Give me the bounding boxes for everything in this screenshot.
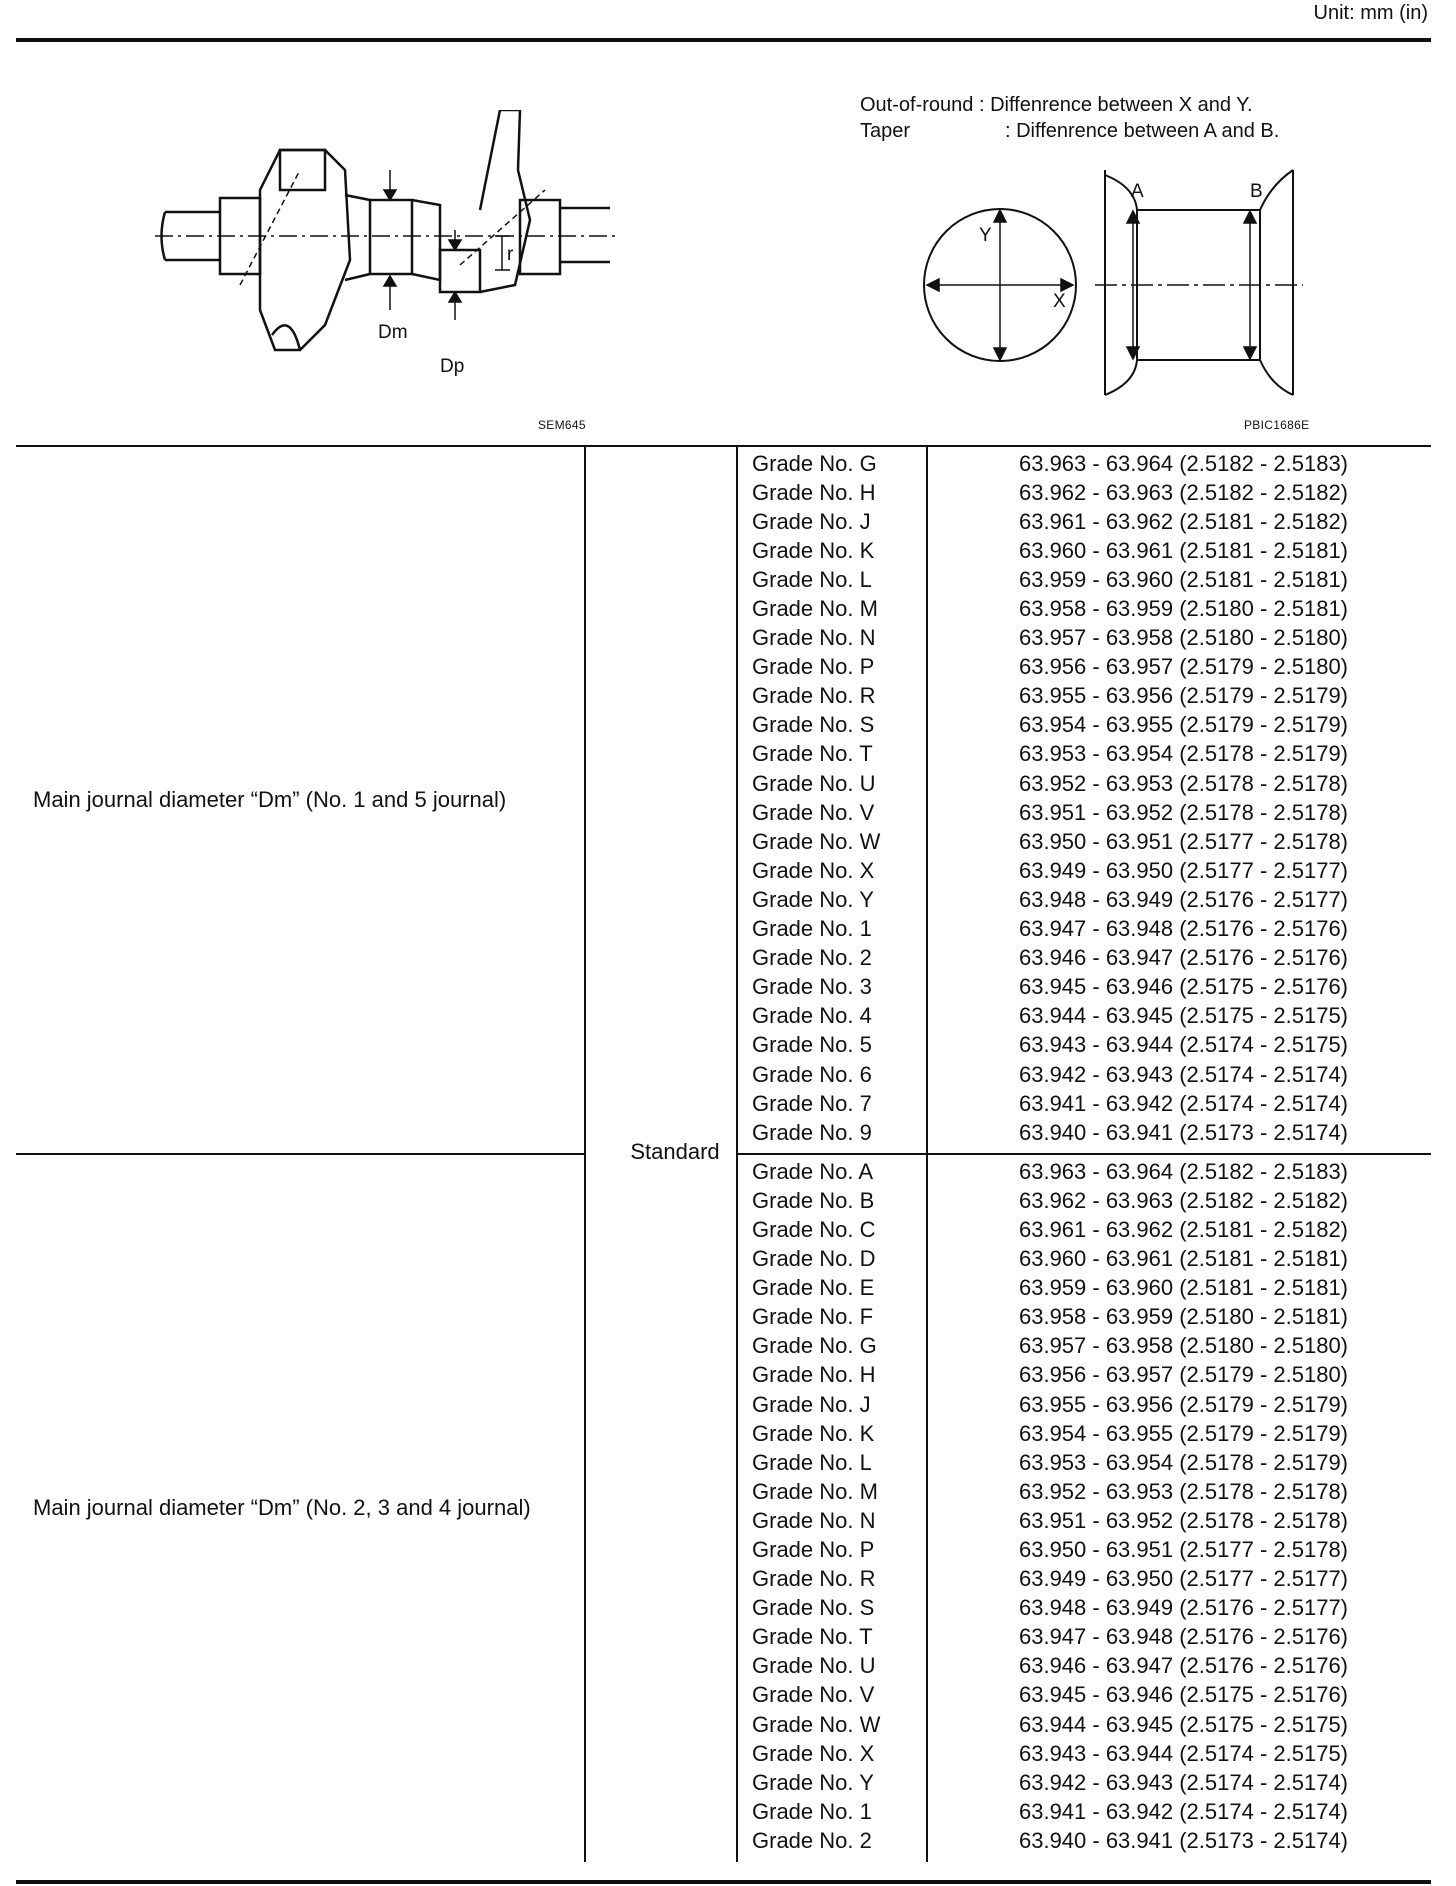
grade-label: Grade No. T bbox=[752, 1624, 873, 1650]
taper-term: Taper bbox=[860, 120, 911, 142]
grade-row bbox=[736, 1710, 1431, 1739]
diameter-value: 63.955 - 63.956 (2.5179 - 2.5179) bbox=[1018, 683, 1349, 709]
diameter-value: 63.960 - 63.961 (2.5181 - 2.5181) bbox=[1018, 1246, 1349, 1272]
grade-row bbox=[736, 1739, 1431, 1768]
grade-label: Grade No. 5 bbox=[752, 1032, 872, 1058]
diameter-value: 63.961 - 63.962 (2.5181 - 2.5182) bbox=[1018, 508, 1349, 534]
grade-row bbox=[736, 1002, 1431, 1031]
diameter-value: 63.951 - 63.952 (2.5178 - 2.5178) bbox=[1018, 799, 1349, 825]
dm-label: Dm bbox=[378, 322, 408, 343]
diameter-value: 63.956 - 63.957 (2.5179 - 2.5180) bbox=[1018, 654, 1349, 680]
journal-diameter-table bbox=[16, 447, 1431, 1862]
grade-row bbox=[736, 682, 1431, 711]
grade-row bbox=[736, 565, 1431, 594]
diameter-value: 63.947 - 63.948 (2.5176 - 2.5176) bbox=[1018, 916, 1349, 942]
diameter-value: 63.950 - 63.951 (2.5177 - 2.5178) bbox=[1018, 828, 1349, 854]
grade-label: Grade No. 1 bbox=[752, 1798, 872, 1824]
grade-row bbox=[736, 915, 1431, 944]
out-of-round-desc: Diffenrence between X and Y. bbox=[990, 94, 1253, 116]
diameter-value: 63.941 - 63.942 (2.5174 - 2.5174) bbox=[1018, 1798, 1349, 1824]
grade-label: Grade No. C bbox=[752, 1216, 876, 1242]
left-figure-caption: SEM645 bbox=[538, 418, 586, 432]
diameter-value: 63.940 - 63.941 (2.5173 - 2.5174) bbox=[1018, 1827, 1349, 1853]
diameter-value: 63.955 - 63.956 (2.5179 - 2.5179) bbox=[1018, 1391, 1349, 1417]
crankshaft-diagram bbox=[150, 110, 630, 390]
grade-row bbox=[736, 1565, 1431, 1594]
grade-label: Grade No. B bbox=[752, 1187, 875, 1213]
grade-label: Grade No. J bbox=[752, 1391, 871, 1417]
diameter-value: 63.946 - 63.947 (2.5176 - 2.5176) bbox=[1018, 945, 1349, 971]
diameter-value: 63.963 - 63.964 (2.5182 - 2.5183) bbox=[1018, 450, 1349, 476]
grade-label: Grade No. U bbox=[752, 770, 876, 796]
diameter-value: 63.953 - 63.954 (2.5178 - 2.5179) bbox=[1018, 741, 1349, 767]
diameter-value: 63.948 - 63.949 (2.5176 - 2.5177) bbox=[1018, 886, 1349, 912]
grade-label: Grade No. P bbox=[752, 1537, 875, 1563]
grade-label: Grade No. Y bbox=[752, 886, 874, 912]
b-label: B bbox=[1250, 181, 1263, 202]
diameter-value: 63.950 - 63.951 (2.5177 - 2.5178) bbox=[1018, 1537, 1349, 1563]
grade-row bbox=[736, 1826, 1431, 1855]
grade-row bbox=[736, 711, 1431, 740]
dp-label: Dp bbox=[440, 356, 465, 377]
grade-label: Grade No. N bbox=[752, 625, 876, 651]
diameter-value: 63.949 - 63.950 (2.5177 - 2.5177) bbox=[1018, 1566, 1349, 1592]
grade-row bbox=[736, 1768, 1431, 1797]
grade-label: Grade No. P bbox=[752, 654, 875, 680]
group-description: Main journal diameter “Dm” (No. 1 and 5 journal) bbox=[33, 787, 507, 813]
diameter-value: 63.953 - 63.954 (2.5178 - 2.5179) bbox=[1018, 1449, 1349, 1475]
grade-label: Grade No. H bbox=[752, 479, 876, 505]
grade-list bbox=[736, 1155, 1431, 1861]
diameter-value: 63.943 - 63.944 (2.5174 - 2.5175) bbox=[1018, 1740, 1349, 1766]
diameter-value: 63.940 - 63.941 (2.5173 - 2.5174) bbox=[1018, 1119, 1349, 1145]
grade-label: Grade No. D bbox=[752, 1246, 876, 1272]
diameter-value: 63.942 - 63.943 (2.5174 - 2.5174) bbox=[1018, 1061, 1349, 1087]
diameter-value: 63.959 - 63.960 (2.5181 - 2.5181) bbox=[1018, 1275, 1349, 1301]
grade-row bbox=[736, 536, 1431, 565]
grade-row bbox=[736, 944, 1431, 973]
grade-row bbox=[736, 478, 1431, 507]
grade-row bbox=[736, 1332, 1431, 1361]
unit-label: Unit: mm (in) bbox=[1313, 2, 1428, 24]
grade-row bbox=[736, 1089, 1431, 1118]
table-group bbox=[16, 1155, 1431, 1861]
grade-label: Grade No. V bbox=[752, 799, 875, 825]
right-figure-caption: PBIC1686E bbox=[1244, 418, 1310, 432]
taper-desc: : Diffenrence between A and B. bbox=[1005, 120, 1280, 142]
diameter-value: 63.943 - 63.944 (2.5174 - 2.5175) bbox=[1018, 1032, 1349, 1058]
grade-label: Grade No. R bbox=[752, 1566, 876, 1592]
grade-label: Grade No. X bbox=[752, 1740, 875, 1766]
grade-row bbox=[736, 1031, 1431, 1060]
diameter-value: 63.962 - 63.963 (2.5182 - 2.5182) bbox=[1018, 479, 1349, 505]
diameter-value: 63.963 - 63.964 (2.5182 - 2.5183) bbox=[1018, 1158, 1349, 1184]
grade-row bbox=[736, 1361, 1431, 1390]
grade-label: Grade No. S bbox=[752, 712, 875, 738]
diameter-value: 63.942 - 63.943 (2.5174 - 2.5174) bbox=[1018, 1769, 1349, 1795]
group-description: Main journal diameter “Dm” (No. 2, 3 and 4 journal) bbox=[33, 1495, 531, 1521]
diameter-value: 63.954 - 63.955 (2.5179 - 2.5179) bbox=[1018, 712, 1349, 738]
grade-row bbox=[736, 1623, 1431, 1652]
out-of-round-taper-diagram bbox=[915, 165, 1305, 400]
standard-label: Standard bbox=[630, 1139, 720, 1164]
grade-label: Grade No. F bbox=[752, 1304, 874, 1330]
diameter-value: 63.941 - 63.942 (2.5174 - 2.5174) bbox=[1018, 1090, 1349, 1116]
grade-label: Grade No. 2 bbox=[752, 1827, 872, 1853]
grade-label: Grade No. M bbox=[752, 1478, 878, 1504]
grade-row bbox=[736, 1419, 1431, 1448]
grade-label: Grade No. L bbox=[752, 566, 872, 592]
grade-label: Grade No. 9 bbox=[752, 1119, 872, 1145]
diameter-value: 63.944 - 63.945 (2.5175 - 2.5175) bbox=[1018, 1711, 1349, 1737]
diameter-value: 63.958 - 63.959 (2.5180 - 2.5181) bbox=[1018, 1304, 1349, 1330]
grade-row bbox=[736, 449, 1431, 478]
grade-label: Grade No. K bbox=[752, 537, 875, 563]
grade-label: Grade No. E bbox=[752, 1275, 875, 1301]
grade-row bbox=[736, 885, 1431, 914]
diameter-value: 63.947 - 63.948 (2.5176 - 2.5176) bbox=[1018, 1624, 1349, 1650]
diameter-value: 63.958 - 63.959 (2.5180 - 2.5181) bbox=[1018, 596, 1349, 622]
diameter-value: 63.952 - 63.953 (2.5178 - 2.5178) bbox=[1018, 770, 1349, 796]
grade-label: Grade No. 3 bbox=[752, 974, 872, 1000]
r-label: r bbox=[507, 244, 514, 265]
grade-row bbox=[736, 1215, 1431, 1244]
grade-label: Grade No. M bbox=[752, 596, 878, 622]
grade-label: Grade No. R bbox=[752, 683, 876, 709]
y-label: Y bbox=[979, 225, 992, 246]
grade-row bbox=[736, 1681, 1431, 1710]
legend bbox=[860, 92, 1279, 144]
grade-row bbox=[736, 1477, 1431, 1506]
grade-row bbox=[736, 1390, 1431, 1419]
grade-label: Grade No. U bbox=[752, 1653, 876, 1679]
out-of-round-term: Out-of-round : bbox=[860, 94, 985, 116]
grade-label: Grade No. H bbox=[752, 1362, 876, 1388]
grade-row bbox=[736, 1535, 1431, 1564]
grade-label: Grade No. S bbox=[752, 1595, 875, 1621]
grade-label: Grade No. Y bbox=[752, 1769, 874, 1795]
grade-row bbox=[736, 740, 1431, 769]
grade-label: Grade No. G bbox=[752, 1333, 877, 1359]
grade-row bbox=[736, 856, 1431, 885]
diameter-value: 63.961 - 63.962 (2.5181 - 2.5182) bbox=[1018, 1216, 1349, 1242]
grade-row bbox=[736, 1594, 1431, 1623]
grade-row bbox=[736, 1186, 1431, 1215]
grade-row bbox=[736, 1797, 1431, 1826]
grade-label: Grade No. L bbox=[752, 1449, 872, 1475]
diameter-value: 63.954 - 63.955 (2.5179 - 2.5179) bbox=[1018, 1420, 1349, 1446]
diameter-value: 63.959 - 63.960 (2.5181 - 2.5181) bbox=[1018, 566, 1349, 592]
grade-row bbox=[736, 1652, 1431, 1681]
grade-row bbox=[736, 827, 1431, 856]
grade-row bbox=[736, 1060, 1431, 1089]
grade-row bbox=[736, 1157, 1431, 1186]
top-rule bbox=[16, 38, 1431, 42]
grade-row bbox=[736, 973, 1431, 1002]
diameter-value: 63.946 - 63.947 (2.5176 - 2.5176) bbox=[1018, 1653, 1349, 1679]
grade-label: Grade No. 1 bbox=[752, 916, 872, 942]
grade-row bbox=[736, 624, 1431, 653]
grade-label: Grade No. W bbox=[752, 828, 881, 854]
grade-label: Grade No. G bbox=[752, 450, 877, 476]
grade-label: Grade No. J bbox=[752, 508, 871, 534]
grade-label: Grade No. V bbox=[752, 1682, 875, 1708]
table-group bbox=[16, 447, 1431, 1153]
grade-row bbox=[736, 1245, 1431, 1274]
diameter-value: 63.945 - 63.946 (2.5175 - 2.5176) bbox=[1018, 1682, 1349, 1708]
group-separator bbox=[736, 1153, 1431, 1155]
grade-label: Grade No. N bbox=[752, 1507, 876, 1533]
grade-row bbox=[736, 769, 1431, 798]
grade-row bbox=[736, 653, 1431, 682]
grade-label: Grade No. A bbox=[752, 1158, 874, 1184]
grade-label: Grade No. 6 bbox=[752, 1061, 872, 1087]
grade-label: Grade No. W bbox=[752, 1711, 881, 1737]
x-label: X bbox=[1053, 291, 1066, 312]
grade-list bbox=[736, 447, 1431, 1153]
diameter-value: 63.949 - 63.950 (2.5177 - 2.5177) bbox=[1018, 857, 1349, 883]
diameter-value: 63.951 - 63.952 (2.5178 - 2.5178) bbox=[1018, 1507, 1349, 1533]
grade-label: Grade No. K bbox=[752, 1420, 875, 1446]
diameter-value: 63.952 - 63.953 (2.5178 - 2.5178) bbox=[1018, 1478, 1349, 1504]
grade-row bbox=[736, 1303, 1431, 1332]
diameter-value: 63.957 - 63.958 (2.5180 - 2.5180) bbox=[1018, 1333, 1349, 1359]
grade-label: Grade No. X bbox=[752, 857, 875, 883]
a-label: A bbox=[1131, 181, 1144, 202]
diameter-value: 63.944 - 63.945 (2.5175 - 2.5175) bbox=[1018, 1003, 1349, 1029]
column-divider bbox=[584, 447, 586, 1862]
diameter-value: 63.948 - 63.949 (2.5176 - 2.5177) bbox=[1018, 1595, 1349, 1621]
grade-row bbox=[736, 798, 1431, 827]
grade-row bbox=[736, 1448, 1431, 1477]
grade-label: Grade No. T bbox=[752, 741, 873, 767]
diameter-value: 63.956 - 63.957 (2.5179 - 2.5180) bbox=[1018, 1362, 1349, 1388]
grade-row bbox=[736, 594, 1431, 623]
bottom-rule bbox=[16, 1880, 1431, 1884]
grade-label: Grade No. 2 bbox=[752, 945, 872, 971]
grade-row bbox=[736, 1506, 1431, 1535]
diameter-value: 63.960 - 63.961 (2.5181 - 2.5181) bbox=[1018, 537, 1349, 563]
grade-row bbox=[736, 1118, 1431, 1147]
diameter-value: 63.957 - 63.958 (2.5180 - 2.5180) bbox=[1018, 625, 1349, 651]
diameter-value: 63.945 - 63.946 (2.5175 - 2.5176) bbox=[1018, 974, 1349, 1000]
grade-label: Grade No. 7 bbox=[752, 1090, 872, 1116]
grade-row bbox=[736, 1274, 1431, 1303]
grade-label: Grade No. 4 bbox=[752, 1003, 872, 1029]
grade-row bbox=[736, 507, 1431, 536]
diameter-value: 63.962 - 63.963 (2.5182 - 2.5182) bbox=[1018, 1187, 1349, 1213]
